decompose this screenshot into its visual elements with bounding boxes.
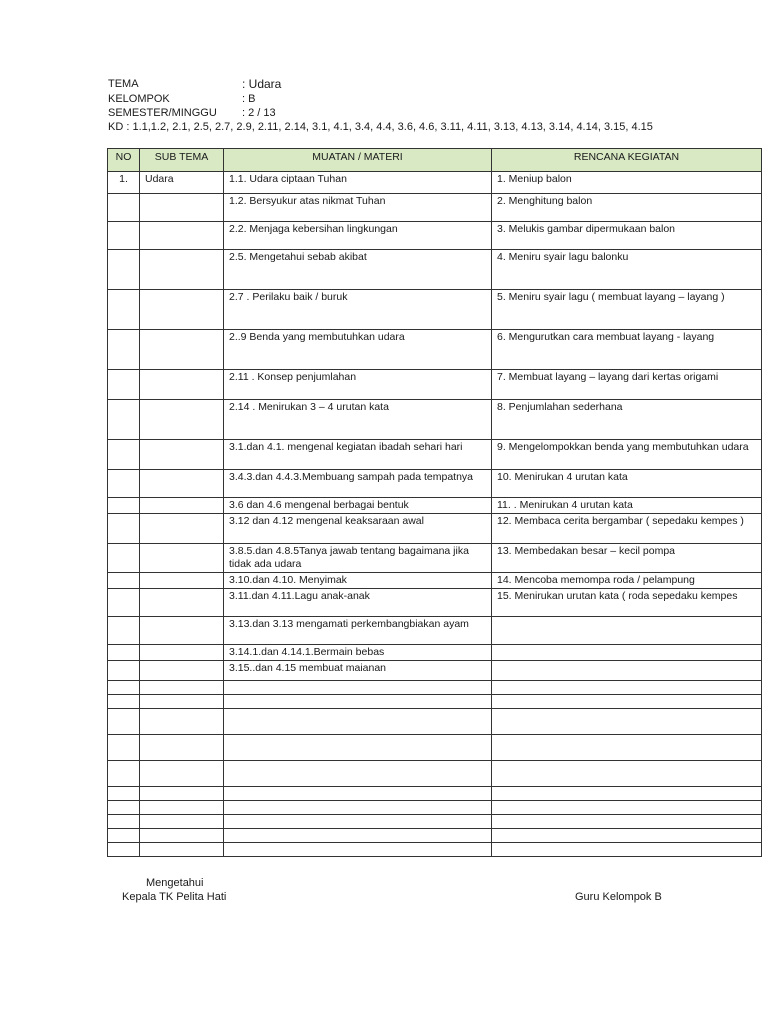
plan-table [107,148,762,857]
table-row [108,709,762,735]
semester-label: SEMESTER/MINGGU [108,107,217,119]
cell-materi [224,829,492,843]
semester-value: : 2 / 13 [242,107,276,119]
cell-sub-tema [140,498,224,514]
cell-no: 1. [108,172,140,194]
cell-kegiatan: 15. Menirukan urutan kata ( roda sepedaku kempes [492,589,762,617]
table-row [108,589,762,617]
cell-materi: 3.13.dan 3.13 mengamati perkembangbiakan ayam [224,617,492,645]
cell-sub-tema [140,829,224,843]
cell-kegiatan [492,829,762,843]
cell-materi: 3.14.1.dan 4.14.1.Bermain bebas [224,645,492,661]
cell-kegiatan: 14. Mencoba memompa roda / pelampung [492,573,762,589]
cell-no [108,290,140,330]
table-row [108,514,762,544]
cell-sub-tema [140,400,224,440]
cell-no [108,829,140,843]
table-row [108,250,762,290]
table-header-row [108,149,762,172]
cell-materi [224,735,492,761]
cell-sub-tema [140,222,224,250]
cell-materi [224,681,492,695]
cell-kegiatan [492,695,762,709]
cell-sub-tema [140,801,224,815]
cell-sub-tema [140,843,224,857]
cell-sub-tema: Udara [140,172,224,194]
cell-materi: 2.11 . Konsep penjumlahan [224,370,492,400]
table-row [108,290,762,330]
cell-materi: 3.12 dan 4.12 mengenal keaksaraan awal [224,514,492,544]
table-row [108,400,762,440]
cell-kegiatan: 9. Mengelompokkan benda yang membutuhkan udara [492,440,762,470]
cell-kegiatan: 2. Menghitung balon [492,194,762,222]
cell-kegiatan [492,645,762,661]
cell-materi: 2.2. Menjaga kebersihan lingkungan [224,222,492,250]
tema-value: : Udara [242,77,282,91]
cell-materi: 2.7 . Perilaku baik / buruk [224,290,492,330]
table-row [108,645,762,661]
cell-no [108,761,140,787]
cell-no [108,498,140,514]
table-row [108,617,762,645]
cell-materi: 3.8.5.dan 4.8.5Tanya jawab tentang bagaimana jika tidak ada udara [224,544,492,573]
cell-no [108,440,140,470]
cell-sub-tema [140,589,224,617]
cell-sub-tema [140,573,224,589]
cell-kegiatan [492,801,762,815]
cell-no [108,801,140,815]
cell-no [108,222,140,250]
cell-kegiatan: 1. Meniup balon [492,172,762,194]
cell-no [108,645,140,661]
cell-sub-tema [140,815,224,829]
cell-materi [224,761,492,787]
cell-kegiatan: 6. Mengurutkan cara membuat layang - layang [492,330,762,370]
table-row [108,761,762,787]
cell-kegiatan: 11. . Menirukan 4 urutan kata [492,498,762,514]
cell-no [108,695,140,709]
table-row [108,498,762,514]
table-row [108,330,762,370]
cell-materi: 3.15..dan 4.15 membuat maianan [224,661,492,681]
cell-kegiatan: 3. Melukis gambar dipermukaan balon [492,222,762,250]
cell-sub-tema [140,787,224,801]
sign-left-line2: Kepala TK Pelita Hati [122,891,227,903]
cell-sub-tema [140,645,224,661]
cell-kegiatan [492,735,762,761]
table-row [108,440,762,470]
cell-sub-tema [140,735,224,761]
cell-no [108,514,140,544]
cell-no [108,661,140,681]
cell-sub-tema [140,290,224,330]
cell-no [108,709,140,735]
cell-no [108,400,140,440]
cell-sub-tema [140,709,224,735]
cell-materi: 1.2. Bersyukur atas nikmat Tuhan [224,194,492,222]
sign-left-line1: Mengetahui [146,877,204,889]
cell-materi [224,787,492,801]
table-row [108,787,762,801]
col-header-materi: MUATAN / MATERI [224,149,492,172]
cell-no [108,735,140,761]
col-header-kegiatan: RENCANA KEGIATAN [492,149,762,172]
table-row [108,695,762,709]
cell-no [108,617,140,645]
cell-sub-tema [140,370,224,400]
table-body [108,172,762,857]
cell-no [108,681,140,695]
cell-no [108,787,140,801]
table-row [108,661,762,681]
cell-no [108,250,140,290]
table-row [108,801,762,815]
kelompok-value: : B [242,93,256,105]
cell-no [108,330,140,370]
cell-kegiatan [492,815,762,829]
table-row [108,735,762,761]
col-header-sub-tema: SUB TEMA [140,149,224,172]
cell-materi [224,843,492,857]
cell-materi: 3.1.dan 4.1. mengenal kegiatan ibadah sehari hari [224,440,492,470]
cell-kegiatan [492,843,762,857]
cell-materi: 2..9 Benda yang membutuhkan udara [224,330,492,370]
table-row [108,815,762,829]
cell-kegiatan: 8. Penjumlahan sederhana [492,400,762,440]
cell-materi [224,815,492,829]
cell-kegiatan: 12. Membaca cerita bergambar ( sepedaku kempes ) [492,514,762,544]
cell-no [108,573,140,589]
cell-no [108,815,140,829]
cell-sub-tema [140,617,224,645]
cell-materi: 3.10.dan 4.10. Menyimak [224,573,492,589]
cell-kegiatan [492,681,762,695]
cell-no [108,544,140,573]
table-row [108,194,762,222]
cell-kegiatan: 5. Meniru syair lagu ( membuat layang – layang ) [492,290,762,330]
table-row [108,370,762,400]
cell-sub-tema [140,440,224,470]
table-row [108,829,762,843]
cell-kegiatan [492,617,762,645]
cell-no [108,843,140,857]
cell-materi [224,801,492,815]
cell-materi [224,695,492,709]
cell-materi: 3.4.3.dan 4.4.3.Membuang sampah pada tempatnya [224,470,492,498]
cell-sub-tema [140,250,224,290]
table-row [108,222,762,250]
cell-kegiatan: 13. Membedakan besar – kecil pompa [492,544,762,573]
cell-materi: 1.1. Udara ciptaan Tuhan [224,172,492,194]
cell-sub-tema [140,695,224,709]
cell-sub-tema [140,661,224,681]
cell-no [108,370,140,400]
cell-materi [224,709,492,735]
cell-no [108,589,140,617]
cell-materi: 2.5. Mengetahui sebab akibat [224,250,492,290]
cell-sub-tema [140,194,224,222]
table-row [108,470,762,498]
kd-line: KD : 1.1,1.2, 2.1, 2.5, 2.7, 2.9, 2.11, 2.14, 3.1, 4.1, 3.4, 4.4, 3.6, 4.6, 3.11, 4.11, 3.13, 4.13, 3.14, 4.14, 3.15, 4.15 [108,121,653,133]
cell-no [108,470,140,498]
cell-no [108,194,140,222]
cell-kegiatan: 10. Menirukan 4 urutan kata [492,470,762,498]
cell-kegiatan: 4. Meniru syair lagu balonku [492,250,762,290]
cell-sub-tema [140,514,224,544]
table-row [108,573,762,589]
cell-sub-tema [140,544,224,573]
cell-materi: 2.14 . Menirukan 3 – 4 urutan kata [224,400,492,440]
cell-kegiatan [492,787,762,801]
cell-kegiatan: 7. Membuat layang – layang dari kertas origami [492,370,762,400]
cell-materi: 3.11.dan 4.11.Lagu anak-anak [224,589,492,617]
col-header-no: NO [108,149,140,172]
tema-label: TEMA [108,78,139,90]
cell-sub-tema [140,681,224,695]
sign-right: Guru Kelompok B [575,891,662,903]
cell-kegiatan [492,661,762,681]
cell-sub-tema [140,470,224,498]
kelompok-label: KELOMPOK [108,93,170,105]
cell-sub-tema [140,330,224,370]
cell-materi: 3.6 dan 4.6 mengenal berbagai bentuk [224,498,492,514]
cell-kegiatan [492,761,762,787]
cell-kegiatan [492,709,762,735]
table-row [108,843,762,857]
cell-sub-tema [140,761,224,787]
table-row [108,681,762,695]
table-row [108,172,762,194]
table-row [108,544,762,573]
